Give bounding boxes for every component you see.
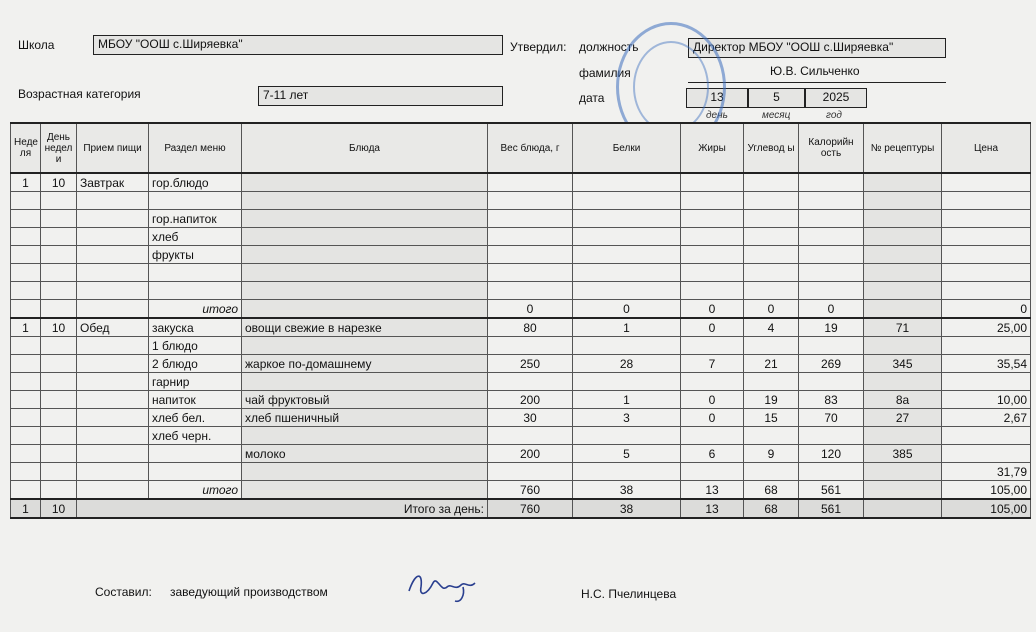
total-protein: 38 — [573, 499, 681, 518]
table-row — [11, 481, 1031, 500]
column-header: Жиры — [681, 123, 744, 173]
cell-protein — [573, 210, 681, 228]
cell-dish: овощи свежие в нарезке — [242, 318, 488, 337]
cell-carbs — [744, 337, 799, 355]
cell-price: 25,00 — [942, 318, 1031, 337]
cell-kcal: 83 — [799, 391, 864, 409]
cell-kcal — [799, 192, 864, 210]
cell-carbs — [744, 264, 799, 282]
cell-meal — [77, 228, 149, 246]
cell-price — [942, 264, 1031, 282]
table-row — [11, 264, 1031, 282]
cell-protein: 38 — [573, 481, 681, 500]
cell-dish: молоко — [242, 445, 488, 463]
surname-value: Ю.В. Сильченко — [688, 63, 946, 83]
column-header: Белки — [573, 123, 681, 173]
cell-recipe: 345 — [864, 355, 942, 373]
school-label: Школа — [18, 38, 55, 52]
cell-fat — [681, 373, 744, 391]
cell-section: итого — [149, 300, 242, 319]
menu-table — [10, 122, 1031, 519]
cell-kcal: 19 — [799, 318, 864, 337]
column-header: Углевод ы — [744, 123, 799, 173]
cell-fat — [681, 463, 744, 481]
cell-weight — [488, 282, 573, 300]
cell-section: итого — [149, 481, 242, 500]
total-kcal: 561 — [799, 499, 864, 518]
cell-carbs — [744, 282, 799, 300]
cell-protein: 0 — [573, 300, 681, 319]
cell-carbs — [744, 173, 799, 192]
cell-protein — [573, 192, 681, 210]
table-row — [11, 210, 1031, 228]
cell-recipe — [864, 192, 942, 210]
cell-dish — [242, 173, 488, 192]
cell-recipe — [864, 264, 942, 282]
table-row — [11, 318, 1031, 337]
cell-meal — [77, 481, 149, 500]
cell-fat — [681, 246, 744, 264]
cell-meal — [77, 391, 149, 409]
cell-carbs — [744, 246, 799, 264]
cell-fat — [681, 210, 744, 228]
cell-section: закуска — [149, 318, 242, 337]
cell-week — [11, 264, 41, 282]
cell-week — [11, 391, 41, 409]
cell-carbs: 4 — [744, 318, 799, 337]
cell-weight — [488, 373, 573, 391]
cell-kcal: 120 — [799, 445, 864, 463]
cell-carbs — [744, 463, 799, 481]
cell-day: 10 — [41, 173, 77, 192]
cell-meal — [77, 463, 149, 481]
cell-meal — [77, 282, 149, 300]
total-fat: 13 — [681, 499, 744, 518]
cell-weight — [488, 192, 573, 210]
cell-section — [149, 192, 242, 210]
cell-week — [11, 228, 41, 246]
cell-day — [41, 228, 77, 246]
table-row — [11, 373, 1031, 391]
cell-kcal — [799, 264, 864, 282]
cell-price: 31,79 — [942, 463, 1031, 481]
cell-weight: 250 — [488, 355, 573, 373]
cell-weight: 30 — [488, 409, 573, 427]
cell-weight: 760 — [488, 481, 573, 500]
cell-dish — [242, 210, 488, 228]
cell-day — [41, 192, 77, 210]
table-row — [11, 228, 1031, 246]
cell-week — [11, 427, 41, 445]
cell-kcal — [799, 427, 864, 445]
cell-day — [41, 373, 77, 391]
cell-carbs: 9 — [744, 445, 799, 463]
cell-section: гарнир — [149, 373, 242, 391]
table-row — [11, 337, 1031, 355]
table-row — [11, 445, 1031, 463]
total-carbs: 68 — [744, 499, 799, 518]
cell-kcal — [799, 463, 864, 481]
cell-week — [11, 355, 41, 373]
cell-dish — [242, 463, 488, 481]
cell-protein — [573, 373, 681, 391]
cell-fat: 0 — [681, 318, 744, 337]
surname-label: фамилия — [579, 66, 631, 80]
cell-dish — [242, 264, 488, 282]
cell-fat — [681, 427, 744, 445]
cell-price: 35,54 — [942, 355, 1031, 373]
cell-dish — [242, 481, 488, 500]
cell-carbs — [744, 373, 799, 391]
cell-protein: 1 — [573, 318, 681, 337]
cell-section: напиток — [149, 391, 242, 409]
position-value: Директор МБОУ "ООШ с.Ширяевка" — [688, 38, 946, 58]
cell-price: 0 — [942, 300, 1031, 319]
cell-section: гор.напиток — [149, 210, 242, 228]
cell-protein — [573, 282, 681, 300]
cell-section: фрукты — [149, 246, 242, 264]
total-blank — [864, 499, 942, 518]
position-label: должность — [579, 40, 639, 54]
cell-recipe — [864, 427, 942, 445]
cell-kcal: 561 — [799, 481, 864, 500]
column-header: № рецептуры — [864, 123, 942, 173]
table-row — [11, 391, 1031, 409]
cell-fat — [681, 228, 744, 246]
cell-carbs: 21 — [744, 355, 799, 373]
cell-carbs — [744, 427, 799, 445]
cell-day — [41, 463, 77, 481]
column-header: Цена — [942, 123, 1031, 173]
cell-carbs — [744, 228, 799, 246]
cell-price — [942, 192, 1031, 210]
cell-section: хлеб бел. — [149, 409, 242, 427]
cell-section: 2 блюдо — [149, 355, 242, 373]
cell-dish — [242, 300, 488, 319]
cell-protein — [573, 427, 681, 445]
total-week: 1 — [11, 499, 41, 518]
cell-weight — [488, 337, 573, 355]
column-header: Неде ля — [11, 123, 41, 173]
cell-week — [11, 481, 41, 500]
cell-protein — [573, 246, 681, 264]
cell-section: хлеб черн. — [149, 427, 242, 445]
cell-meal — [77, 246, 149, 264]
cell-day — [41, 300, 77, 319]
cell-protein — [573, 173, 681, 192]
cell-price — [942, 282, 1031, 300]
cell-meal — [77, 300, 149, 319]
cell-price — [942, 173, 1031, 192]
cell-price: 105,00 — [942, 481, 1031, 500]
cell-price — [942, 373, 1031, 391]
cell-week — [11, 246, 41, 264]
cell-dish: чай фруктовый — [242, 391, 488, 409]
column-header: Прием пищи — [77, 123, 149, 173]
table-header-row — [11, 123, 1031, 173]
cell-weight — [488, 463, 573, 481]
cell-meal — [77, 192, 149, 210]
table-row — [11, 192, 1031, 210]
cell-dish — [242, 373, 488, 391]
age-category-label: Возрастная категория — [18, 87, 141, 101]
cell-fat: 0 — [681, 300, 744, 319]
cell-dish — [242, 228, 488, 246]
cell-fat — [681, 282, 744, 300]
cell-kcal: 0 — [799, 300, 864, 319]
cell-recipe — [864, 210, 942, 228]
cell-price — [942, 246, 1031, 264]
total-day: 10 — [41, 499, 77, 518]
compiled-name: Н.С. Пчелинцева — [581, 587, 677, 601]
cell-week — [11, 463, 41, 481]
cell-meal — [77, 409, 149, 427]
cell-carbs: 15 — [744, 409, 799, 427]
cell-weight — [488, 246, 573, 264]
cell-recipe: 27 — [864, 409, 942, 427]
cell-meal — [77, 427, 149, 445]
cell-recipe — [864, 481, 942, 500]
column-header: Блюда — [242, 123, 488, 173]
cell-section — [149, 445, 242, 463]
column-header: Вес блюда, г — [488, 123, 573, 173]
school-value: МБОУ "ООШ с.Ширяевка" — [93, 35, 503, 55]
cell-week — [11, 300, 41, 319]
cell-recipe — [864, 463, 942, 481]
signature-icon — [405, 565, 485, 605]
cell-weight — [488, 264, 573, 282]
cell-carbs — [744, 210, 799, 228]
cell-dish — [242, 192, 488, 210]
cell-carbs: 68 — [744, 481, 799, 500]
cell-fat: 0 — [681, 409, 744, 427]
cell-day — [41, 481, 77, 500]
cell-fat: 0 — [681, 391, 744, 409]
cell-weight: 200 — [488, 391, 573, 409]
cell-protein — [573, 463, 681, 481]
cell-week — [11, 282, 41, 300]
cell-day — [41, 246, 77, 264]
cell-day — [41, 427, 77, 445]
cell-meal — [77, 264, 149, 282]
cell-price — [942, 445, 1031, 463]
cell-recipe: 385 — [864, 445, 942, 463]
total-price: 105,00 — [942, 499, 1031, 518]
compiled-position: заведующий производством — [170, 585, 328, 599]
cell-section — [149, 463, 242, 481]
cell-carbs: 19 — [744, 391, 799, 409]
cell-kcal — [799, 173, 864, 192]
cell-section — [149, 264, 242, 282]
cell-fat — [681, 264, 744, 282]
cell-meal — [77, 355, 149, 373]
table-body — [11, 173, 1031, 518]
cell-price: 2,67 — [942, 409, 1031, 427]
cell-dish — [242, 282, 488, 300]
cell-kcal — [799, 282, 864, 300]
cell-section: 1 блюдо — [149, 337, 242, 355]
cell-fat — [681, 173, 744, 192]
cell-meal: Завтрак — [77, 173, 149, 192]
cell-kcal — [799, 228, 864, 246]
cell-kcal: 269 — [799, 355, 864, 373]
cell-dish: жаркое по-домашнему — [242, 355, 488, 373]
cell-protein: 5 — [573, 445, 681, 463]
cell-meal — [77, 210, 149, 228]
cell-price — [942, 427, 1031, 445]
cell-section: хлеб — [149, 228, 242, 246]
cell-recipe — [864, 246, 942, 264]
cell-weight: 0 — [488, 300, 573, 319]
table-row — [11, 355, 1031, 373]
cell-protein: 1 — [573, 391, 681, 409]
cell-week — [11, 337, 41, 355]
cell-recipe — [864, 173, 942, 192]
cell-recipe — [864, 337, 942, 355]
table-row — [11, 427, 1031, 445]
cell-weight — [488, 427, 573, 445]
cell-protein — [573, 228, 681, 246]
cell-kcal — [799, 337, 864, 355]
date-year: 2025 — [805, 88, 867, 108]
cell-fat: 6 — [681, 445, 744, 463]
cell-meal — [77, 445, 149, 463]
cell-week: 1 — [11, 173, 41, 192]
table-row — [11, 173, 1031, 192]
cell-recipe — [864, 282, 942, 300]
cell-weight: 80 — [488, 318, 573, 337]
cell-kcal: 70 — [799, 409, 864, 427]
approved-label: Утвердил: — [510, 40, 567, 54]
cell-carbs: 0 — [744, 300, 799, 319]
cell-day — [41, 445, 77, 463]
cell-section: гор.блюдо — [149, 173, 242, 192]
cell-day — [41, 264, 77, 282]
cell-day — [41, 355, 77, 373]
cell-weight: 200 — [488, 445, 573, 463]
cell-section — [149, 282, 242, 300]
cell-protein: 3 — [573, 409, 681, 427]
cell-price — [942, 337, 1031, 355]
age-category-value: 7-11 лет — [258, 86, 503, 106]
cell-carbs — [744, 192, 799, 210]
table-row — [11, 463, 1031, 481]
column-header: День недел и — [41, 123, 77, 173]
cell-meal — [77, 373, 149, 391]
cell-day — [41, 337, 77, 355]
day-caption: день — [706, 110, 728, 121]
cell-kcal — [799, 246, 864, 264]
cell-kcal — [799, 373, 864, 391]
date-label: дата — [579, 91, 605, 105]
date-day: 13 — [686, 88, 748, 108]
cell-recipe: 71 — [864, 318, 942, 337]
cell-weight — [488, 210, 573, 228]
cell-dish — [242, 246, 488, 264]
year-caption: год — [826, 110, 842, 121]
cell-week — [11, 192, 41, 210]
cell-recipe — [864, 373, 942, 391]
cell-fat: 13 — [681, 481, 744, 500]
cell-recipe: 8а — [864, 391, 942, 409]
cell-protein — [573, 264, 681, 282]
cell-fat — [681, 337, 744, 355]
cell-fat — [681, 192, 744, 210]
table-row — [11, 282, 1031, 300]
cell-week — [11, 445, 41, 463]
day-total-row — [11, 499, 1031, 518]
column-header: Калорийн ость — [799, 123, 864, 173]
cell-price: 10,00 — [942, 391, 1031, 409]
cell-protein: 28 — [573, 355, 681, 373]
cell-price — [942, 210, 1031, 228]
cell-protein — [573, 337, 681, 355]
cell-week: 1 — [11, 318, 41, 337]
cell-recipe — [864, 300, 942, 319]
cell-weight — [488, 228, 573, 246]
day-total-label: Итого за день: — [77, 499, 488, 518]
cell-meal — [77, 337, 149, 355]
cell-day — [41, 409, 77, 427]
cell-dish — [242, 427, 488, 445]
cell-day: 10 — [41, 318, 77, 337]
column-header: Раздел меню — [149, 123, 242, 173]
month-caption: месяц — [762, 110, 791, 121]
total-weight: 760 — [488, 499, 573, 518]
table-row — [11, 409, 1031, 427]
cell-meal: Обед — [77, 318, 149, 337]
compiled-label: Составил: — [95, 585, 152, 599]
cell-kcal — [799, 210, 864, 228]
cell-recipe — [864, 228, 942, 246]
date-month: 5 — [748, 88, 805, 108]
cell-dish: хлеб пшеничный — [242, 409, 488, 427]
cell-day — [41, 282, 77, 300]
cell-price — [942, 228, 1031, 246]
cell-day — [41, 391, 77, 409]
cell-weight — [488, 173, 573, 192]
table-row — [11, 300, 1031, 319]
cell-week — [11, 373, 41, 391]
cell-week — [11, 409, 41, 427]
cell-dish — [242, 337, 488, 355]
cell-day — [41, 210, 77, 228]
table-row — [11, 246, 1031, 264]
cell-fat: 7 — [681, 355, 744, 373]
cell-week — [11, 210, 41, 228]
